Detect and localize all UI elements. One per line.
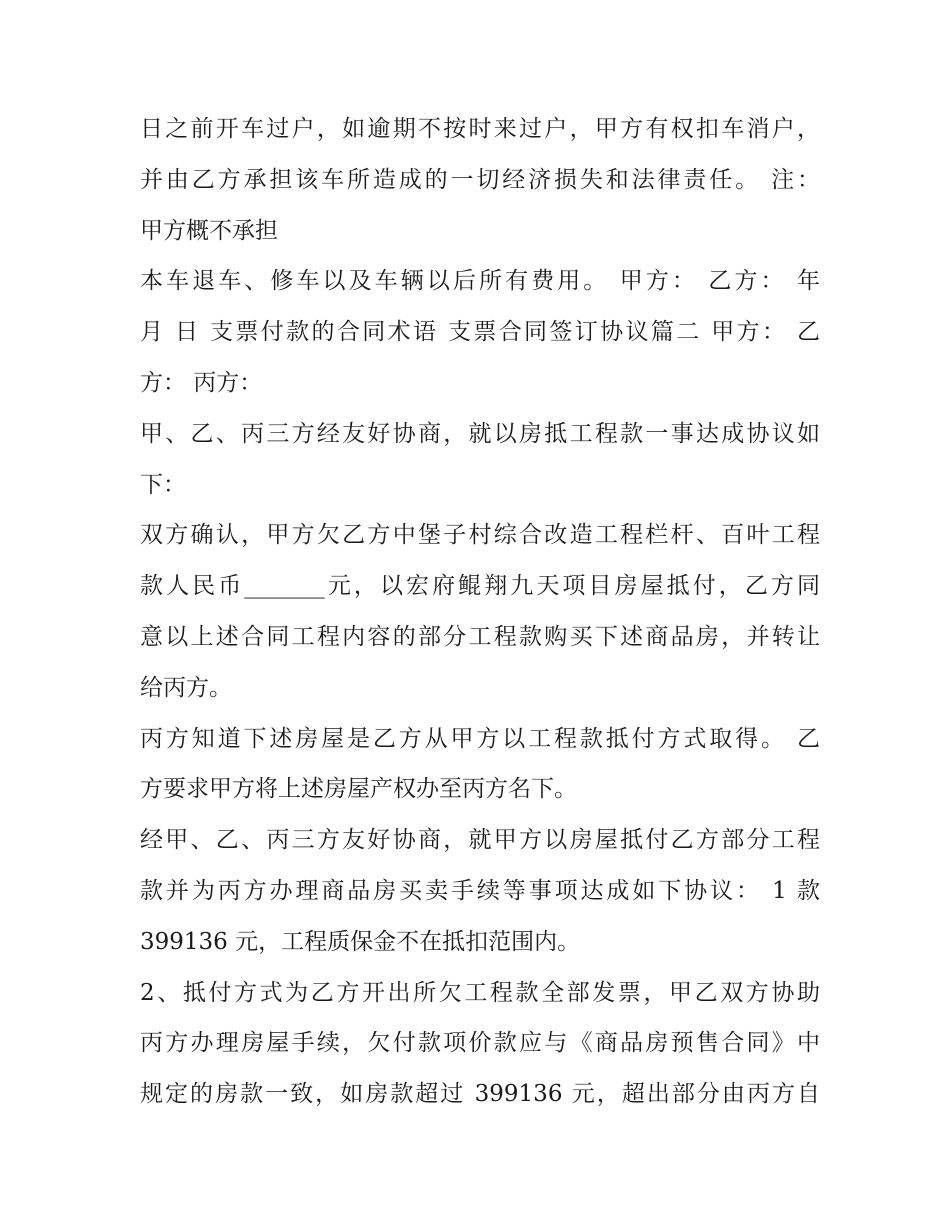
text-line: 甲、乙、丙三方经友好协商，就以房抵工程款一事达成协议如 [140,420,820,447]
text-line: 方： 丙方： [140,369,263,396]
text-line: 双方确认，甲方欠乙方中堡子村综合改造工程栏杆、百叶工程 [140,522,820,549]
document-body [140,104,820,1120]
text-line: 并由乙方承担该车所造成的一切经济损失和法律责任。 注： [140,166,820,193]
text-line: 款并为丙方办理商品房买卖手续等事项达成如下协议： 1 款 [140,877,820,904]
text-line: 399136 元，工程质保金不在抵扣范围内。 [140,928,581,955]
text-line: 丙方办理房屋手续，欠付款项价款应与《商品房预售合同》中 [140,1030,820,1057]
text-line: 丙方知道下述房屋是乙方从甲方以工程款抵付方式取得。 乙 [140,725,820,752]
text-line: 给丙方。 [140,674,232,701]
text-line: 日之前开车过户，如逾期不按时来过户，甲方有权扣车消户， [140,116,820,142]
text-line: 甲方概不承担 [140,217,278,244]
text-line: 经甲、乙、丙三方友好协商，就甲方以房屋抵付乙方部分工程 [140,827,820,854]
text-line: 月 日 支票付款的合同术语 支票合同签订协议篇二 甲方： 乙 [140,319,820,346]
text-line: 规定的房款一致，如房款超过 399136 元，超出部分由丙方自 [140,1081,820,1108]
text-line: 本车退车、修车以及车辆以后所有费用。 甲方： 乙方： 年 [140,268,820,295]
text-line: 2、抵付方式为乙方开出所欠工程款全部发票，甲乙双方协助 [140,979,820,1006]
text-line: 下： [140,471,186,498]
text-line: 方要求甲方将上述房屋产权办至丙方名下。 [140,776,577,803]
text-line: 意以上述合同工程内容的部分工程款购买下述商品房，并转让 [140,623,820,650]
text-line: 款人民币_______元，以宏府鲲翔九天项目房屋抵付，乙方同 [140,573,820,600]
